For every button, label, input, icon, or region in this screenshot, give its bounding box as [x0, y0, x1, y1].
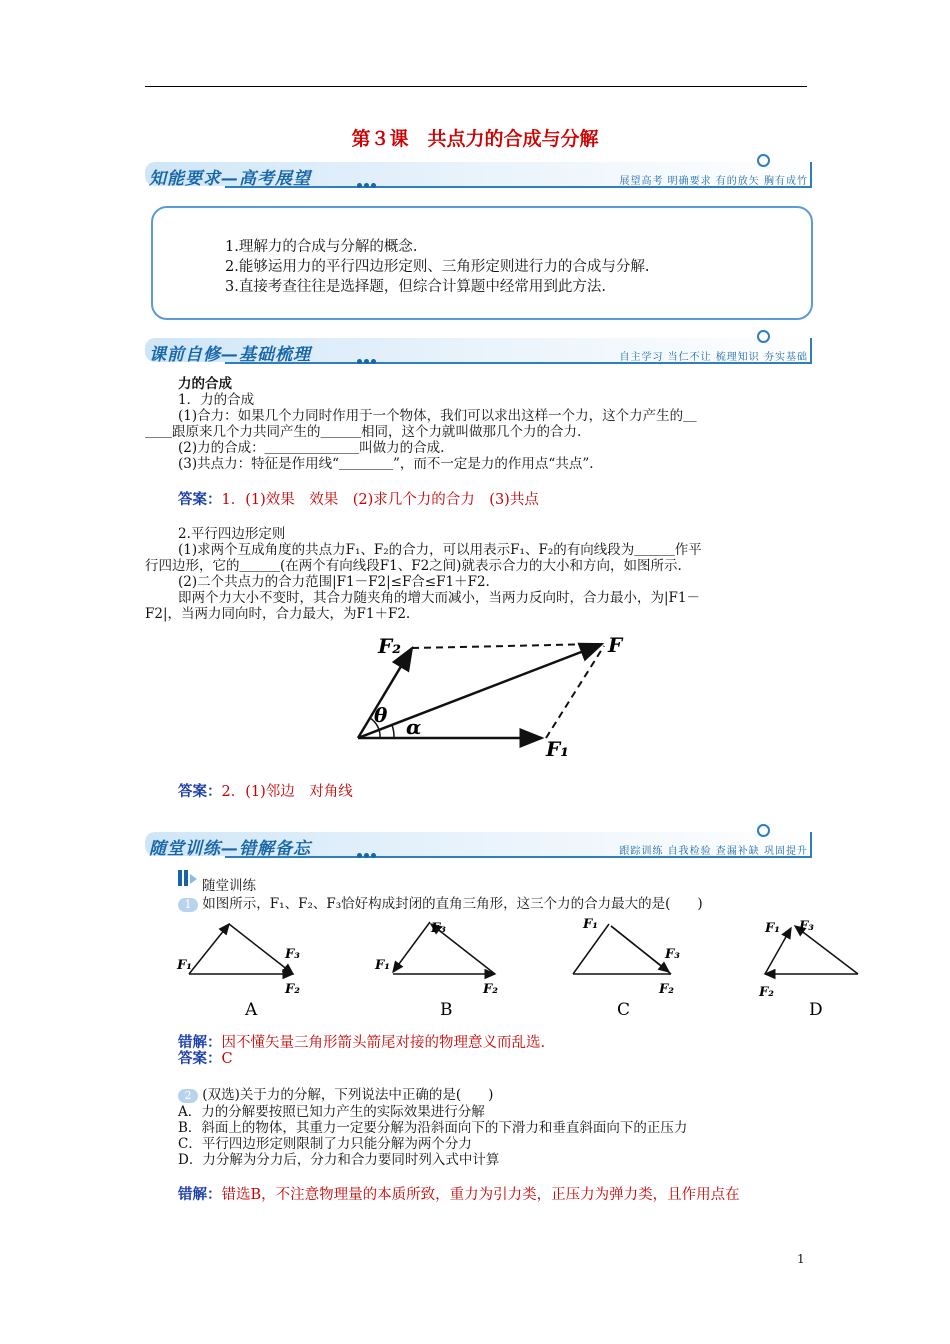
svg-text:F₁: F₁ [177, 958, 192, 973]
svg-text:F₁: F₁ [765, 921, 780, 936]
dots-icon [357, 173, 379, 181]
svg-text:F₂: F₂ [285, 982, 300, 997]
requirement-item: 2.能够运用力的平行四边形定则、三角形定则进行力的合成与分解. [225, 259, 650, 275]
dashed-edge [546, 646, 604, 738]
top-rule [145, 86, 807, 87]
answer-text: 2．(1)邻边 对角线 [221, 784, 353, 800]
answer-text: C [221, 1051, 233, 1067]
svg-text:B: B [440, 1000, 453, 1020]
label-f2: F₂ [378, 634, 401, 658]
page-title: 第３课 共点力的合成与分解 [351, 128, 599, 150]
option-d: D．力分解为分力后，分力和合力要同时列入式中计算 [178, 1152, 500, 1168]
text-line: (3)共点力：特征是作用线“＿＿＿＿”，而不一定是力的作用点“共点”. [178, 456, 594, 472]
error-text: 因不懂矢量三角形箭头箭尾对接的物理意义而乱选. [221, 1035, 546, 1051]
svg-text:F₃: F₃ [665, 947, 680, 962]
error-text: 错选B，不注意物理量的本质所致，重力为引力类，正压力为弹力类，且作用点在 [221, 1187, 740, 1203]
text-line: (2)力的合成：＿＿＿＿＿＿＿叫做力的合成. [178, 440, 445, 456]
banner-subtitle: 展望高考 明确要求 有的放矢 胸有成竹 [619, 176, 808, 187]
text-line: ＿＿跟原来几个力共同产生的＿＿＿相同，这个力就叫做那几个力的合力. [145, 424, 582, 440]
error-label: 错解： [178, 1034, 222, 1051]
question-1 [178, 896, 703, 913]
dots-icon [357, 349, 379, 357]
svg-text:D: D [809, 1000, 823, 1020]
question-2 [178, 1087, 493, 1104]
text-line: 即两个力大小不变时，其合力随夹角的增大而减小，当两力反向时，合力最小，为|F1－ [178, 590, 701, 606]
svg-text:F₂: F₂ [483, 982, 498, 997]
answer-label: 答案： [178, 491, 222, 508]
answer-text: 1．(1)效果 效果 (2)求几个力的合力 (3)共点 [221, 492, 539, 508]
option-a-triangle [176, 924, 300, 1020]
section-banner-practice [145, 826, 812, 862]
label-theta: θ [374, 703, 388, 727]
label-alpha: α [406, 715, 422, 739]
option-d-triangle [758, 919, 858, 1020]
option-c: C．平行四边形定则限制了力只能分解为两个分力 [178, 1136, 472, 1152]
text-line: (1)求两个互成角度的共点力F₁、F₂的合力，可以用表示F₁、F₂的有向线段为＿＿＿作平 [178, 542, 702, 558]
answer-line [178, 1050, 233, 1068]
svg-text:C: C [617, 1000, 631, 1020]
answer-label: 答案： [178, 783, 222, 800]
svg-text:A: A [245, 1000, 258, 1020]
option-b: B．斜面上的物体，其重力一定要分解为沿斜面向下的下滑力和垂直斜面向下的正压力 [178, 1120, 688, 1136]
svg-text:F₁: F₁ [375, 958, 390, 973]
label-f: F [608, 633, 623, 657]
item-heading: 2.平行四边形定则 [178, 526, 286, 542]
resultant-vector [358, 644, 602, 738]
option-b-triangle [374, 921, 498, 1020]
svg-text:F₂: F₂ [659, 982, 674, 997]
page-number: 1 [797, 1252, 805, 1266]
section-heading: 随堂训练 [202, 878, 256, 894]
svg-text:F₃: F₃ [285, 947, 300, 962]
option-a: A．力的分解要按照已知力产生的实际效果进行分解 [178, 1104, 485, 1120]
svg-text:F₃: F₃ [799, 919, 814, 934]
error-label: 错解： [178, 1186, 222, 1203]
answer-line [178, 783, 353, 801]
banner-title: 随堂训练—错解备忘 [149, 839, 311, 859]
text-line: (1)合力：如果几个力同时作用于一个物体，我们可以求出这样一个力，这个力产生的＿ [178, 408, 697, 424]
item-heading: 1．力的合成 [178, 392, 255, 408]
text-line: 行四边形，它的＿＿＿(在两个有向线段F1、F2之间)就表示合力的大小和方向，如图所示. [145, 558, 682, 574]
banner-title: 知能要求—高考展望 [149, 169, 311, 189]
dots-icon [357, 843, 379, 851]
text-line: (2)二个共点力的合力范围|F1－F2|≤F合≤F1＋F2. [178, 574, 490, 590]
requirement-item: 3.直接考查往往是选择题，但综合计算题中经常用到此方法. [225, 279, 606, 295]
error-line [178, 1186, 740, 1204]
section-bar-icon [178, 870, 198, 886]
alpha-arc [392, 725, 394, 738]
option-c-triangle [573, 917, 680, 1020]
svg-text:F₂: F₂ [759, 985, 774, 1000]
error-line [178, 1034, 545, 1052]
banner-title: 课前自修—基础梳理 [149, 345, 311, 365]
question-text: 如图所示，F₁、F₂、F₃恰好构成封闭的直角三角形，这三个力的合力最大的是( ) [202, 896, 703, 912]
section-banner-requirements [145, 156, 812, 192]
parallelogram-diagram [350, 628, 640, 768]
answer-line [178, 491, 539, 509]
banner-subtitle: 自主学习 当仁不让 梳理知识 夯实基础 [619, 352, 808, 363]
requirement-item: 1.理解力的合成与分解的概念. [225, 239, 418, 255]
section-banner-basics [145, 332, 812, 368]
svg-text:F₁: F₁ [583, 917, 598, 932]
question-number-badge: 2 [178, 1089, 198, 1103]
svg-text:F₃: F₃ [431, 921, 446, 936]
question-number-badge: 1 [178, 898, 198, 912]
label-f1: F₁ [546, 737, 569, 761]
banner-subtitle: 跟踪训练 自我检验 查漏补缺 巩固提升 [619, 846, 808, 857]
triangle-options-diagram [175, 914, 865, 1024]
dashed-edge [412, 644, 600, 648]
question-text: (双选)关于力的分解，下列说法中正确的是( ) [202, 1087, 494, 1103]
answer-label: 答案： [178, 1050, 222, 1067]
section-heading: 力的合成 [178, 376, 232, 392]
text-line: F2|，当两力同向时，合力最大，为F1＋F2. [145, 606, 411, 622]
